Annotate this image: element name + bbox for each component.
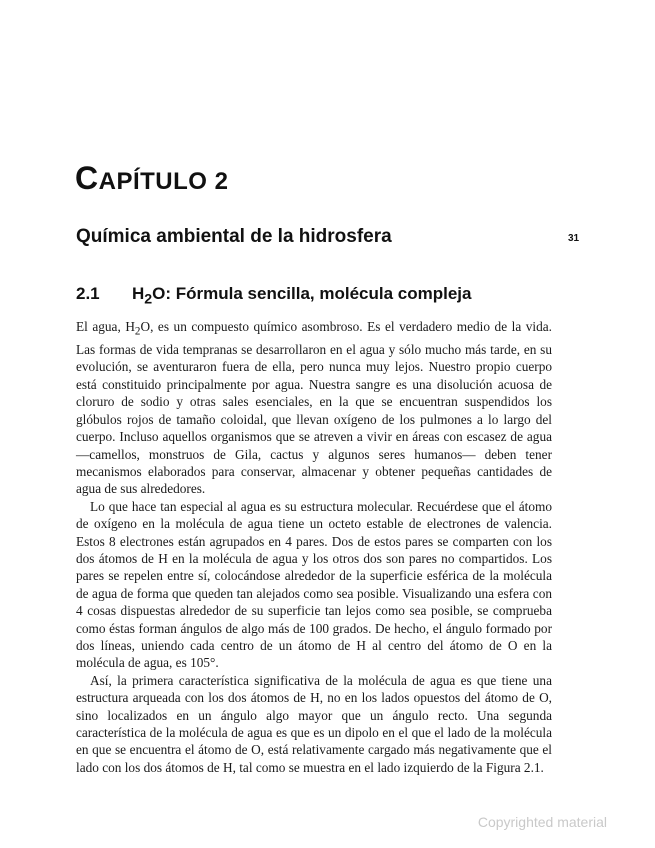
chapter-subtitle: Química ambiental de la hidrosfera xyxy=(76,226,392,247)
section-number: 2.1 xyxy=(76,284,100,303)
paragraph-2: Lo que hace tan especial al agua es su estructura molecular. Recuérdese que el átomo de oxígeno en la molécula de agua tiene un octeto estable de electrones de valencia. Estos 8 electrones están agrupados en 4 pares. Dos de estos pares se comparten con los dos átomos de H en la molécula de agua y los otros dos son pares no compartidos. Los pares se repelen entre sí, colocándose alrededor de la superficie esférica de la molécula de agua de forma que queden tan alejados como sea posible. Visualizando una esfera con 4 cosas dispuestas alrededor de su superficie tan lejos como sea posible, se comprueba como éstas forman ángulos de algo más de 100 grados. De hecho, el ángulo formado por dos líneas, uniendo cada centro de un átomo de H al centro del átomo de O en la molécula de agua, es 105°. xyxy=(76,498,552,671)
chapter-title xyxy=(75,160,228,197)
section-title-subscript: 2 xyxy=(144,291,153,308)
paragraph-1-rest: O, es un compuesto químico asombroso. Es el verdadero medio de la vida. Las formas de vida tempranas se desarrollaron en el agua y sólo mucho más tarde, en su evolución, se aventuraron fuera de ella, pero nunca muy lejos. Nuestro propio cuerpo está constituido principalmente por agua. Nuestra sangre es una disolución acuosa de cloruro de sodio y otras sales esenciales, en la que se encuentran suspendidos los glóbulos rojos de tamaño coloidal, que llevan oxígeno de los pulmones a lo largo del cuerpo. Incluso aquellos organismos que se atreven a vivir en áreas con escasez de agua —camellos, monstruos de Gila, cactus y algunos seres humanos— deben tener mecanismos elaborados para conservar, almacenar y obtener pequeñas cantidades de agua de sus alrededores. xyxy=(76,319,552,497)
body-text xyxy=(76,318,552,776)
chapter-title-rest: APÍTULO 2 xyxy=(98,168,229,195)
paragraph-1 xyxy=(76,318,552,498)
section-title-suffix: O: Fórmula sencilla, molécula compleja xyxy=(152,284,472,303)
paragraph-3: Así, la primera característica significativa de la molécula de agua es que tiene una estructura arqueada con los dos átomos de H, no en los lados opuestos del átomo de O, sino localizados en un ángulo algo mayor que un ángulo recto. Una segunda característica de la molécula de agua es que es un dipolo en el que el lado de la molécula en que se encuentra el átomo de O, está relativamente cargado más negativamente que el lado con los dos átomos de H, tal como se muestra en el lado izquierdo de la Figura 2.1. xyxy=(76,672,552,775)
chapter-title-initial: C xyxy=(75,160,99,196)
section-heading xyxy=(76,284,471,307)
copyright-watermark: Copyrighted material xyxy=(477,814,607,830)
section-title-prefix: H xyxy=(132,284,145,303)
paragraph-1-subscript: 2 xyxy=(134,325,141,338)
paragraph-1-start: El agua, H xyxy=(76,319,135,334)
page-number: 31 xyxy=(568,233,580,244)
